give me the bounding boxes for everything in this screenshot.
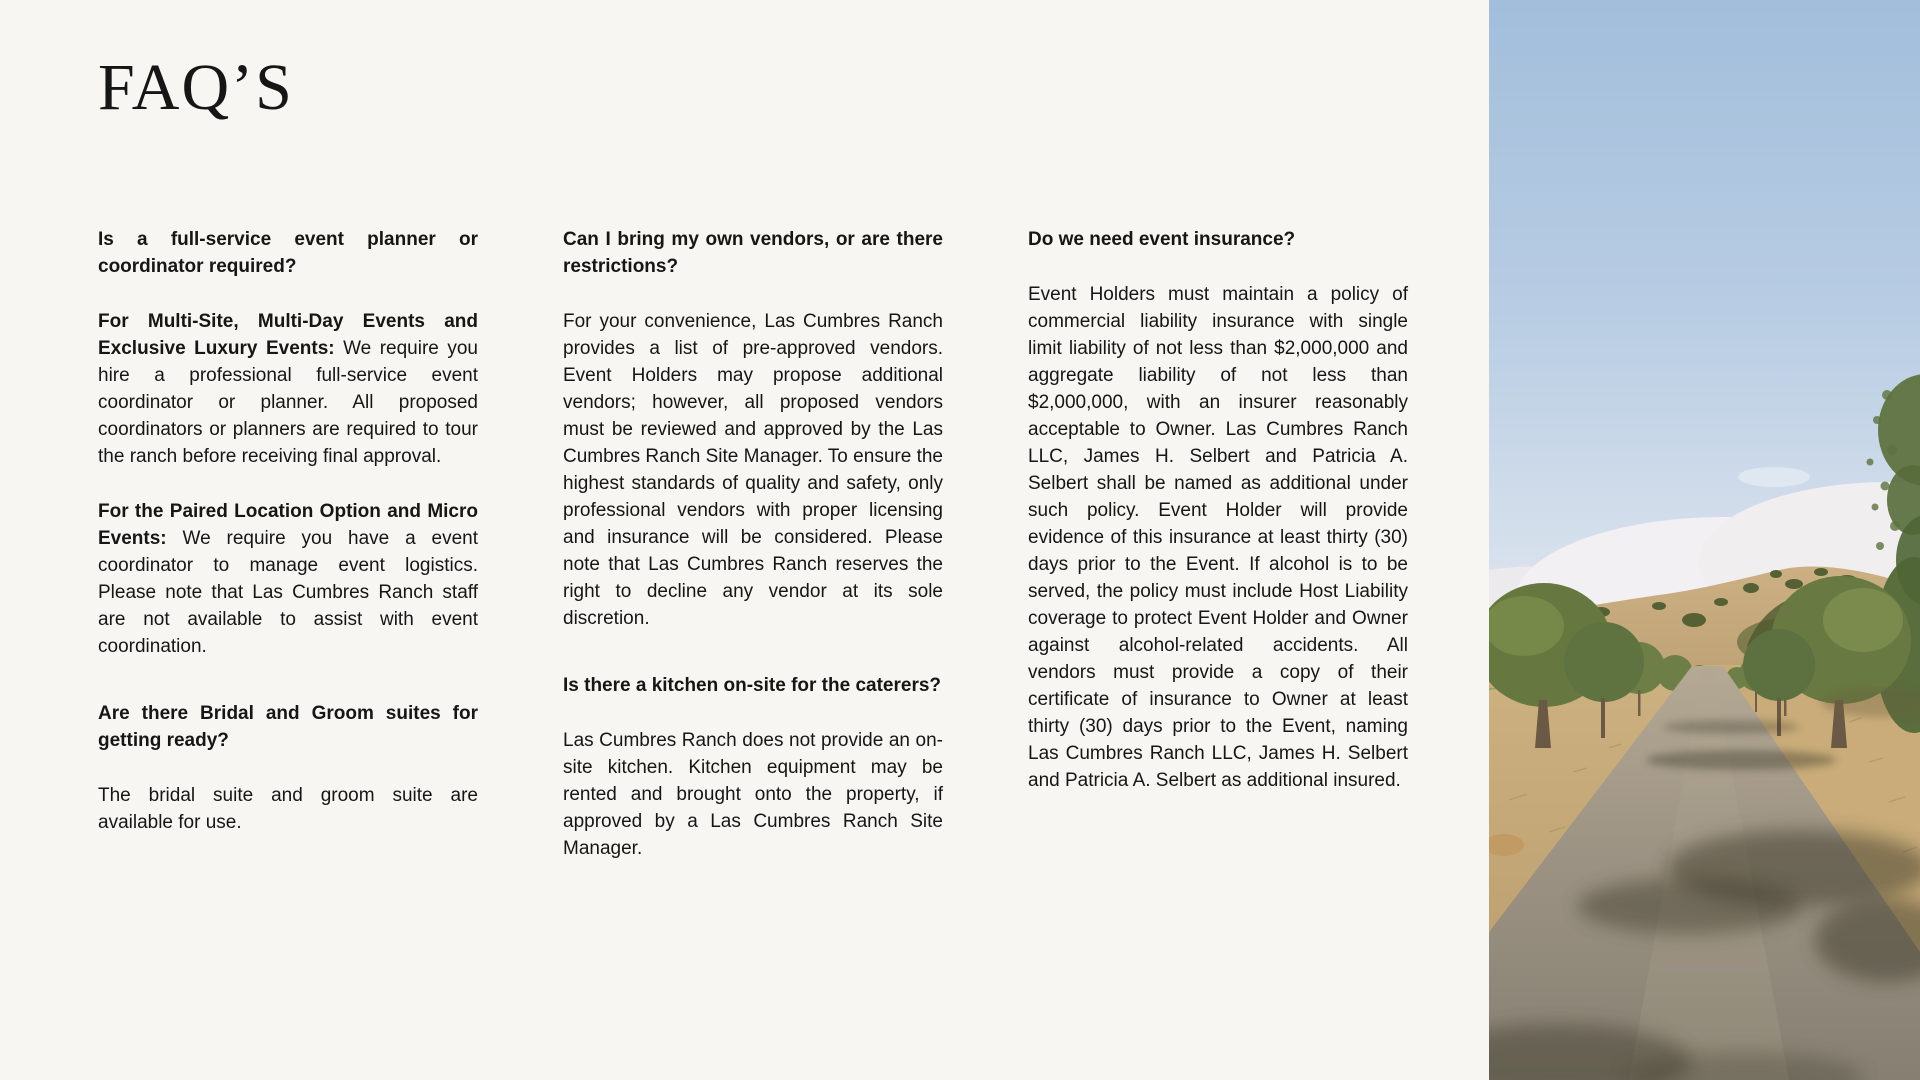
faq-answer: The bridal suite and groom suite are available for use. <box>98 785 478 833</box>
ranch-road-photo <box>1489 0 1920 1080</box>
answer-lead: For Multi-Site, Multi-Day Events and Exclusive Luxury Events: <box>98 311 478 359</box>
faq-question: Do we need event insurance? <box>1028 229 1296 250</box>
faq-question: Is there a kitchen on-site for the caterers? <box>563 675 942 696</box>
faq-answer: Event Holders must maintain a policy of commercial liability insurance with single limit liability of not less than $2,000,000 and aggregate liability of not less than $2,000,000, with an insurer reasonably acceptable to Owner. Las Cumbres Ranch LLC, James H. Selbert and Patricia A. Selbert shall be named as additional under such policy. Event Holder will provide evidence of this insurance at least thirty (30) days prior to the Event. If alcohol is to be served, the policy must include Host Liability coverage to protect Event Holder and Owner against alcohol-related accidents. All vendors must provide a copy of their certificate of insurance to Owner at least thirty (30) days prior to the Event, naming Las Cumbres Ranch LLC, James H. Selbert and Patricia A. Selbert as additional insured. <box>1028 284 1408 791</box>
faq-answer: Las Cumbres Ranch does not provide an on-site kitchen. Kitchen equipment may be rented and brought onto the property, if approved by a Las Cumbres Ranch Site Manager. <box>563 730 943 859</box>
answer-lead: For the Paired Location Option and Micro Events: <box>98 501 478 549</box>
faq-columns <box>98 226 1408 862</box>
faq-question: Is a full-service event planner or coordinator required? <box>98 229 478 277</box>
faq-answer: For Multi-Site, Multi-Day Events and Exclusive Luxury Events: We require you hire a professional full-service event coordinator or planner. All proposed coordinators or planners are required to tour the ranch before receiving final approval. <box>98 311 478 467</box>
faq-column <box>98 226 478 862</box>
faq-column <box>563 226 943 862</box>
page-title: FAQ’S <box>98 51 294 124</box>
faq-question: Are there Bridal and Groom suites for getting ready? <box>98 703 478 751</box>
faq-column <box>1028 226 1408 862</box>
faq-answer: For the Paired Location Option and Micro Events: We require you have a event coordinator to manage event logistics. Please note that Las Cumbres Ranch staff are not available to assist with event coordination. <box>98 501 478 657</box>
faq-question: Can I bring my own vendors, or are there restrictions? <box>563 229 943 277</box>
faq-answer: For your convenience, Las Cumbres Ranch provides a list of pre-approved vendors. Event Holders may propose additional vendors; however, all proposed vendors must be reviewed and approved by the Las Cumbres Ranch Site Manager. To ensure the highest standards of quality and safety, only professional vendors with proper licensing and insurance will be considered. Please note that Las Cumbres Ranch reserves the right to decline any vendor at its sole discretion. <box>563 311 943 629</box>
